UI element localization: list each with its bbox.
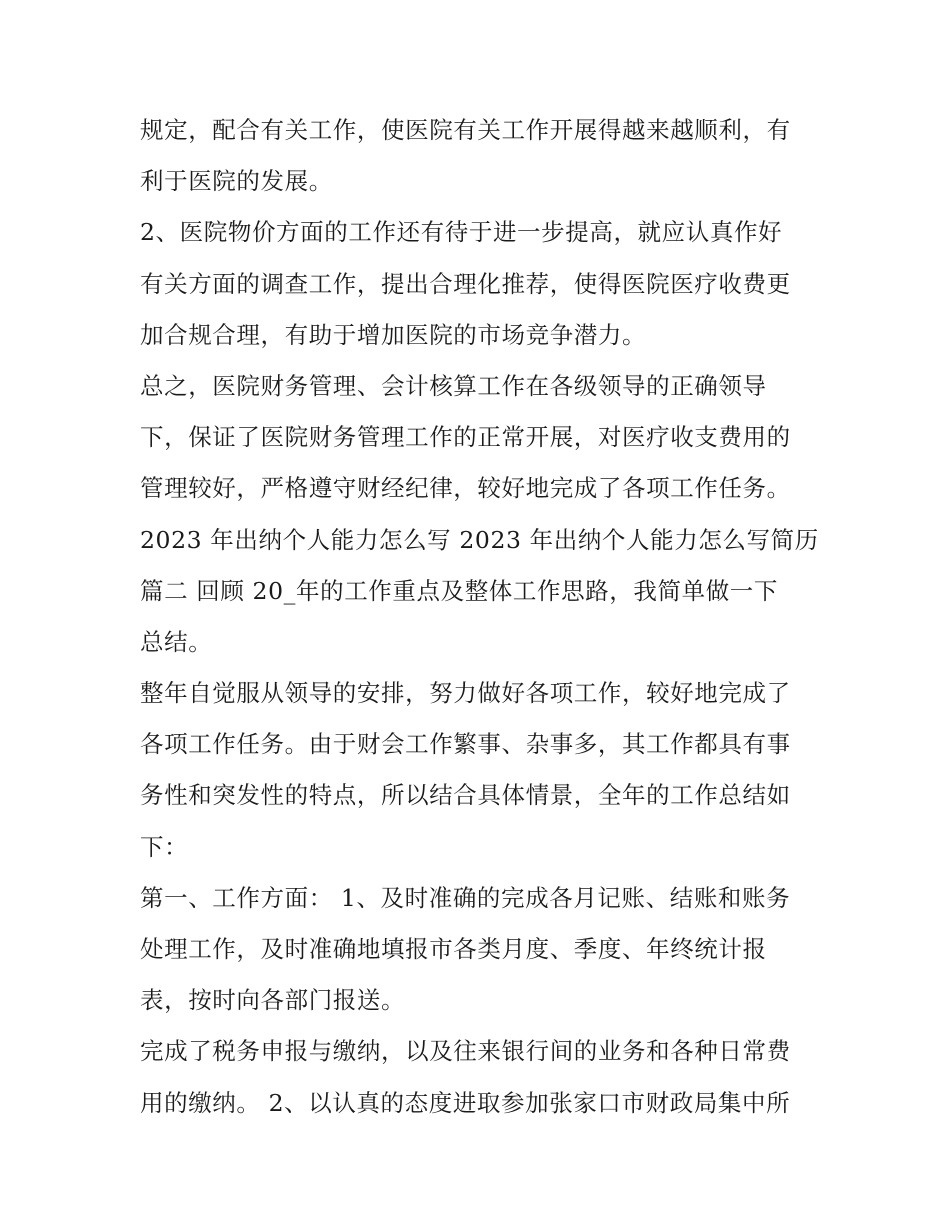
text-line: 处理工作，及时准确地填报市各类月度、季度、年终统计报 (140, 935, 767, 963)
text-line: 整年自觉服从领导的安排，努力做好各项工作，较好地完成了 (140, 679, 791, 708)
text-line: 第一、工作方面： 1、及时准确的完成各月记账、结账和账务 (140, 883, 791, 912)
text-line: 利于医院的发展。 (140, 167, 333, 196)
text-line: 下： (140, 832, 189, 861)
text-line: 各项工作任务。由于财会工作繁事、杂事多，其工作都具有事 (140, 730, 791, 759)
text-line: 表，按时向各部门报送。 (140, 986, 406, 1015)
text-line: 2023 年出纳个人能力怎么写 2023 年出纳个人能力怎么写简历 (140, 525, 819, 554)
text-line: 篇二 回顾 20_年的工作重点及整体工作思路，我简单做一下 (140, 576, 778, 605)
text-line: 下，保证了医院财务管理工作的正常开展，对医疗收支费用的 (140, 423, 791, 452)
text-line: 2、医院物价方面的工作还有待于进一步提高，就应认真作好 (140, 218, 783, 247)
document-body (140, 105, 819, 1129)
text-line: 规定，配合有关工作，使医院有关工作开展得越来越顺利，有 (140, 116, 791, 144)
text-line: 总之，医院财务管理、会计核算工作在各级领导的正确领导 (140, 371, 767, 400)
text-line: 加合规合理，有助于增加医院的市场竞争潜力。 (140, 320, 647, 349)
text-line: 总结。 (140, 627, 213, 656)
text-line: 用的缴纳。 2、以认真的态度进取参加张家口市财政局集中所 (140, 1088, 791, 1117)
text-line: 完成了税务申报与缴纳，以及往来银行间的业务和各种日常费 (140, 1037, 791, 1066)
text-line: 管理较好，严格遵守财经纪律，较好地完成了各项工作任务。 (140, 474, 791, 503)
text-line: 务性和突发性的特点，所以结合具体情景，全年的工作总结如 (140, 781, 791, 810)
text-line: 有关方面的调查工作，提出合理化推荐，使得医院医疗收费更 (140, 269, 791, 298)
